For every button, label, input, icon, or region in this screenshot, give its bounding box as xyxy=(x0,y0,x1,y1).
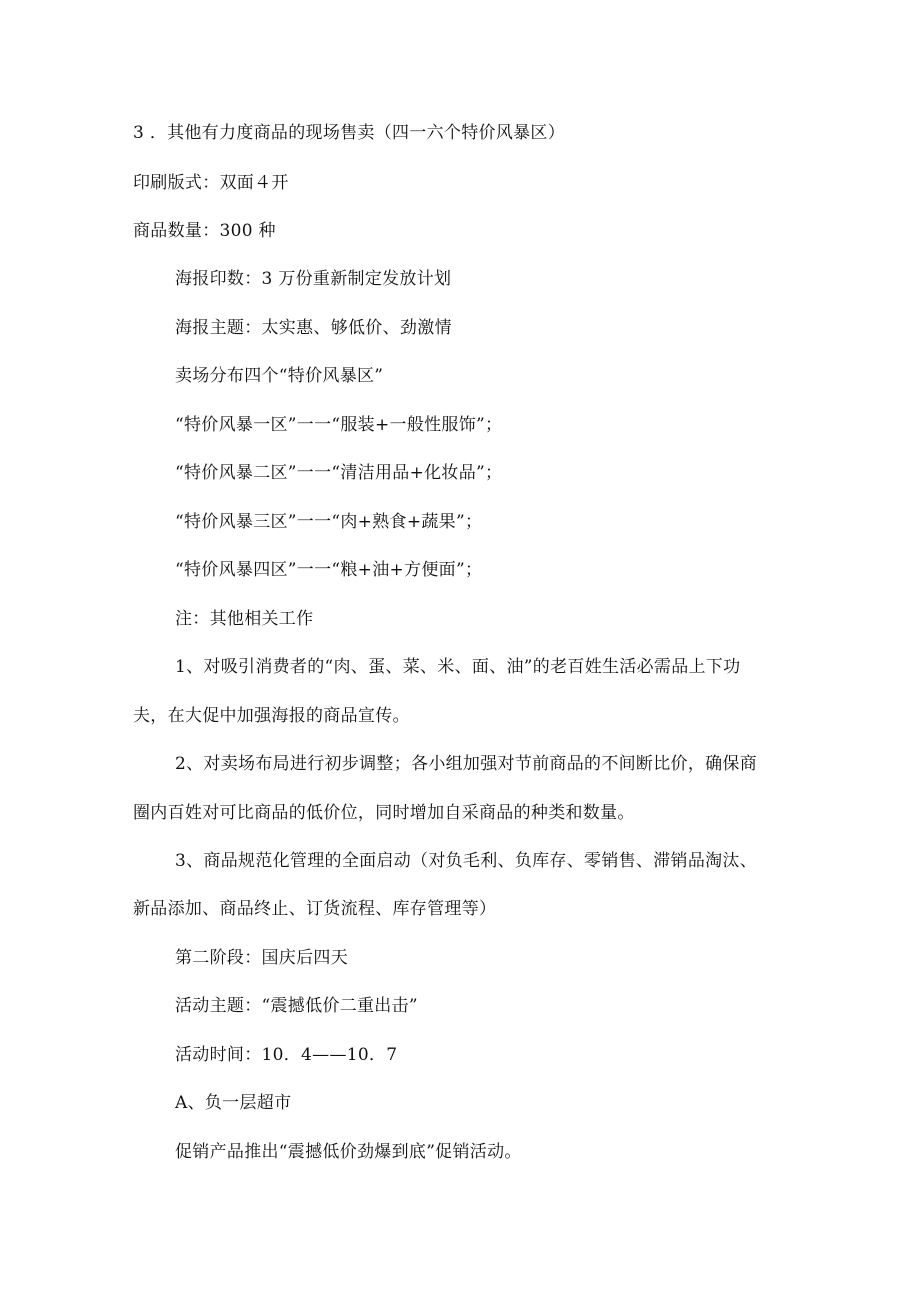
note-item-2-line-2: 圈内百姓对可比商品的低价位，同时增加自采商品的种类和数量。 xyxy=(133,803,635,823)
activity-time: 活动时间：10．4——10．7 xyxy=(175,1045,398,1065)
heading-promo-zones: 3 ．其他有力度商品的现场售卖（四一六个特价风暴区） xyxy=(133,123,566,143)
promo-products-line: 促销产品推出“震撼低价劲爆到底”促销活动。 xyxy=(175,1142,522,1162)
note-item-1-line-1: 1、对吸引消费者的“肉、蛋、菜、米、面、油”的老百姓生活必需品上下功 xyxy=(175,657,741,677)
phase-two-heading: 第二阶段：国庆后四天 xyxy=(175,948,348,968)
zone-item-3: “特价风暴三区”一一“肉+熟食+蔬果”； xyxy=(175,512,483,532)
zone-item-1: “特价风暴一区”一一“服装+一般性服饰”； xyxy=(175,415,503,435)
zone-item-4: “特价风暴四区”一一“粮+油+方便面”； xyxy=(175,560,483,580)
product-count: 商品数量：300 种 xyxy=(133,221,276,241)
print-format: 印刷版式：双面４开 xyxy=(133,173,289,193)
zones-intro: 卖场分布四个“特价风暴区” xyxy=(175,366,384,386)
activity-theme: 活动主题：“震撼低价二重出击” xyxy=(175,996,418,1016)
poster-theme: 海报主题：太实惠、够低价、劲激情 xyxy=(175,318,452,338)
note-item-3-line-1: 3、商品规范化管理的全面启动（对负毛利、负库存、零销售、滞销品淘汰、 xyxy=(175,851,758,871)
section-a-supermarket: A、负一层超市 xyxy=(175,1093,292,1113)
poster-print-run: 海报印数：3 万份重新制定发放计划 xyxy=(175,269,452,289)
note-item-2-line-1: 2、对卖场布局进行初步调整；各小组加强对节前商品的不间断比价，确保商 xyxy=(175,754,758,774)
zone-item-2: “特价风暴二区”一一“清洁用品+化妆品”； xyxy=(175,463,503,483)
note-item-3-line-2: 新品添加、商品终止、订货流程、库存管理等） xyxy=(133,899,497,919)
note-item-1-line-2: 夫，在大促中加强海报的商品宣传。 xyxy=(133,706,410,726)
note-heading: 注：其他相关工作 xyxy=(175,609,314,629)
